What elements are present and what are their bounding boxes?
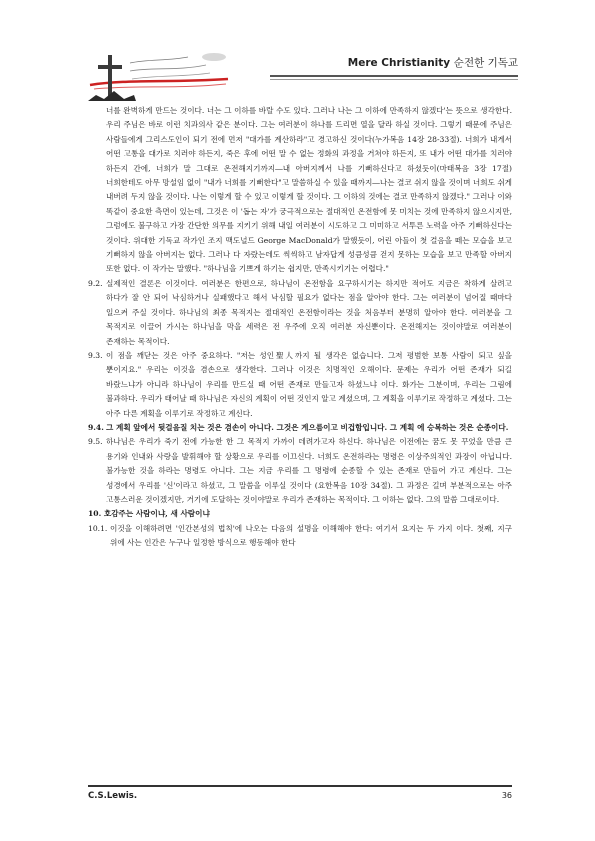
item-number: 9.4.	[88, 422, 104, 432]
page-footer	[88, 785, 512, 801]
item-number: 9.2.	[88, 278, 103, 288]
list-item	[88, 522, 512, 551]
header-rule-thin	[270, 79, 518, 80]
item-number: 9.3.	[88, 350, 103, 360]
book-title-english: Mere Christianity	[347, 57, 451, 69]
list-item-emphasis	[88, 421, 512, 435]
list-item	[88, 277, 512, 349]
item-text: 이 점을 깨닫는 것은 아주 중요하다. "저는 성인聖人까지 될 생각은 없습니다. 그저 평범한 보통 사람이 되고 싶을 뿐이지요." 우리는 이것을 겸손으로 생각한다. 그러나 이것은 치명적인 오해이다. 문제는 우리가 어떤 존재가 되길 바랐느냐가 아니라 하나님이 우리를 만드실 때 어떤 존재로 만들고자 하셨느냐 이다. 화가는 그분이며, 우리는 그림에 불과하다. 우리가 태어날 때 하나님은 자신의 계획이 어떤 것인지 알고 계셨으며, 그 계획을 이루기로 작정하고 계셨다. 그는 아주 다른 계획을 이루기로 작정하고 계신다.	[106, 350, 512, 418]
section-heading: 10. 호감주는 사람이냐, 새 사람이냐	[88, 509, 210, 519]
footer-rule	[88, 785, 512, 787]
list-item	[88, 349, 512, 421]
list-item	[88, 435, 512, 507]
cross-logo-icon	[88, 49, 238, 105]
item-text: 이것을 이해하려면 '인간본성의 법칙'에 나오는 다음의 설명을 이해해야 한다: 여기서 요지는 두 가지 이다. 첫째, 지구 위에 사는 인간은 누구나 일정한 방식으로 행동해야 한다	[110, 523, 512, 548]
body-text	[88, 104, 512, 551]
continued-paragraph: 너를 완벽하게 만드는 것이다. 너는 그 이하를 바랄 수도 있다. 그러나 나는 그 이하에 만족하지 않겠다'는 뜻으로 생각한다. 우리 주님은 바로 이런 치과의사 같은 분이다. 그는 여러분이 하나를 드리면 열을 달라 하실 것이다. 그렇기 때문에 주님은 사람들에게 그리스도인이 되기 전에 먼저 "대가를 계산하라"고 경고하신 것이다(누가복음 14장 28-33절). 너희가 내게서 어떤 고통을 대가로 치러야 하든지, 죽은 후에 어떤 말 수 없는 정화의 과정을 거쳐야 하든지, 또 내가 어떤 대가를 치러야 하든지 간에, 너희가 말 그대로 온전해지기까지―내 아버지께서 나를 기뻐하신다고 하셨듯이(마태복음 3장 17절) 너희한테도 아무 망설임 없이 "내가 너희를 기뻐한다"고 말씀하실 수 있을 때까지―나는 결코 쉬지 않을 것이며 너희도 쉬게 내버려 두지 않을 것이다. 나는 이렇게 할 수 있고 이렇게 할 것이다. 그 이하의 것에는 결코 만족하지 않겠다." 그러나 이와 똑같이 중요한 측면이 있는데, 그것은 이 '돕는 자'가 궁극적으로는 절대적인 온전함에 못 미치는 것에 만족하지 않으시지만, 그럼에도 불구하고 가장 간단한 의무를 지키기 위해 내일 여러분이 시도하고 그 미미하고 서투른 노력을 아주 기뻐하신다는 것이다. 위대한 기독교 작가인 조지 맥도널드 George MacDonald가 말했듯이, 어린 아들이 첫 걸음을 떼는 모습을 보고 기뻐하지 않을 아버지는 없다. 그러나 다 자랐는데도 씩씩하고 남자답게 성큼성큼 걷지 못하는 모습을 보고 만족할 아버지 또한 없다. 이 작가는 말했다. "하나님을 기쁘게 하기는 쉽지만, 만족시키기는 어렵다."	[106, 106, 512, 274]
page-number: 36	[501, 791, 512, 800]
item-number: 9.5.	[88, 437, 103, 447]
author-name: C.S.Lewis.	[88, 791, 138, 801]
item-number: 10.1.	[88, 523, 108, 533]
item-text: 실제적인 결론은 이것이다. 여러분은 한편으로, 하나님이 온전함을 요구하시기는 하지만 적어도 지금은 착하게 살려고 하다가 잘 안 되어 낙심하거나 실패했다고 해서 낙심할 필요가 없다는 점을 알아야 한다. 그는 여러분이 넘어질 때마다 일으켜 주실 것이다. 하나님의 최종 목적지는 절대적인 온전함이라는 것을 처음부터 분명히 알아야 한다. 여러분을 그 목적지로 이끌어 가시는 하나님을 막을 세력은 전 우주에 오직 여러분 자신뿐이다. 온전해지는 것이야말로 여러분이 존재하는 목적이다.	[106, 278, 512, 346]
page-header	[88, 45, 518, 105]
item-text: 하나님은 우리가 죽기 전에 가능한 한 그 목적지 가까이 데려가고자 하신다. 하나님은 이전에는 꿈도 못 꾸었을 만큼 큰 용기와 인내와 사랑을 발휘해야 할 상황으로 우리를 이끄신다. 너희도 온전하라는 명령은 이상주의적인 과장이 아닙니다. 불가능한 것을 하라는 명령도 아니다. 그는 지금 우리를 그 명령에 순종할 수 있는 존재로 만들어 가고 계신다. 그는 성경에서 우리를 '신'이라고 하셨고, 그 말씀을 이루실 것이다 (요한복음 10장 34절). 그 과정은 길며 부분적으로는 아주 고통스러운 것이겠지만, 거기에 도달하는 것이야말로 우리가 존재하는 목적이다. 그 이하는 없다. 그의 말씀 그대로이다.	[106, 437, 512, 504]
book-title-korean: 순전한 기독교	[453, 57, 518, 69]
header-rule	[270, 75, 518, 77]
running-header-title	[348, 55, 518, 70]
item-text: 그 계획 앞에서 뒷걸음질 치는 것은 겸손이 아니다. 그것은 게으름이고 비겁함입니다. 그 계획 에 승복하는 것은 순종이다.	[106, 422, 509, 432]
